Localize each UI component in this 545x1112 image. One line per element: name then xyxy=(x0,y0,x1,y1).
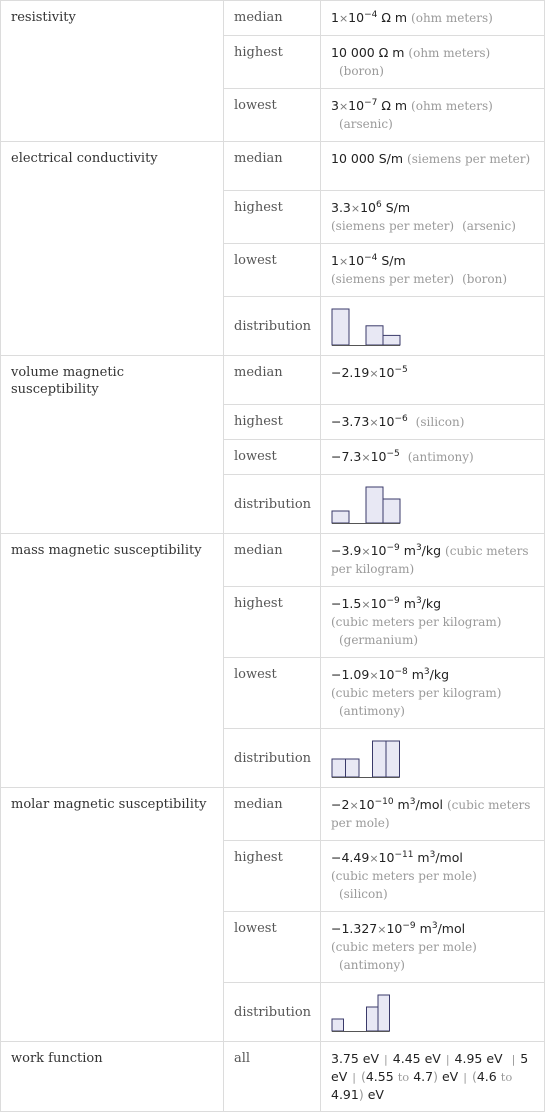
value-cell: $-1.5\times 10^{-9}$ $m^3/kg$ (cubic meters per kilogram) (germanium) xyxy=(321,587,545,658)
value-cell: 10 000 Ω m (ohm meters) (boron) xyxy=(321,36,545,89)
histogram-bar xyxy=(373,741,387,777)
histogram-bar xyxy=(332,511,349,523)
row-mass-magnetic-median xyxy=(1,534,545,587)
stat-label: distribution xyxy=(224,297,321,356)
row-work-function-all xyxy=(1,1042,545,1112)
row-conductivity-median xyxy=(1,142,545,191)
distribution-cell xyxy=(321,475,545,534)
distribution-cell xyxy=(321,297,545,356)
histogram-bar xyxy=(346,759,360,777)
value-cell: $-1.327\times 10^{-9}$ $m^3$/mol (cubic meters per mole) (antimony) xyxy=(321,912,545,983)
stat-label: median xyxy=(224,356,321,405)
stat-label: distribution xyxy=(224,983,321,1042)
histogram-bar xyxy=(367,1007,379,1031)
distribution-cell xyxy=(321,983,545,1042)
value-cell: 10 000 S/m (siemens per meter) xyxy=(321,142,545,191)
histogram-bar xyxy=(332,1019,344,1031)
stat-label: median xyxy=(224,534,321,587)
value-cell: $3.3\times 10^6$ S/m (siemens per meter) (arsenic) xyxy=(321,191,545,244)
histogram-bar xyxy=(332,309,349,345)
histogram-bar xyxy=(383,335,400,345)
stat-label: highest xyxy=(224,841,321,912)
value-cell: $-1.09\times 10^{-8}$ $m^3/kg$ (cubic meters per kilogram) (antimony) xyxy=(321,658,545,729)
histogram-bar xyxy=(366,487,383,523)
value-cell: 3.75 eV | 4.45 eV | 4.95 eV | 5 eV | (4.55 to 4.7) eV | (4.6 to 4.91) eV xyxy=(321,1042,545,1112)
stat-label: lowest xyxy=(224,912,321,983)
stat-label: lowest xyxy=(224,244,321,297)
row-resistivity-median xyxy=(1,1,545,36)
stat-label: distribution xyxy=(224,475,321,534)
distribution-histogram xyxy=(331,305,411,347)
histogram-bar xyxy=(378,995,390,1031)
stat-label: highest xyxy=(224,405,321,440)
stat-label: lowest xyxy=(224,658,321,729)
property-label: molar magnetic susceptibility xyxy=(1,788,224,1042)
distribution-histogram xyxy=(331,737,411,779)
value-cell: $-2\times 10^{-10}$ $m^3$/mol (cubic meters per mole) xyxy=(321,788,545,841)
histogram-bar xyxy=(383,499,400,523)
stat-label: all xyxy=(224,1042,321,1112)
property-label: mass magnetic susceptibility xyxy=(1,534,224,788)
property-label: volume magnetic susceptibility xyxy=(1,356,224,534)
stat-label: distribution xyxy=(224,729,321,788)
row-volume-magnetic-median xyxy=(1,356,545,405)
value-cell: $1\times 10^{-4}$ Ω m (ohm meters) xyxy=(321,1,545,36)
stat-label: highest xyxy=(224,587,321,658)
distribution-histogram xyxy=(331,991,411,1033)
value-cell: $-2.19\times 10^{-5}$ xyxy=(321,356,545,405)
stat-label: median xyxy=(224,1,321,36)
stat-label: lowest xyxy=(224,440,321,475)
property-label: electrical conductivity xyxy=(1,142,224,356)
value-cell: $-3.9\times 10^{-9}$ $m^3/kg$ (cubic meters per kilogram) xyxy=(321,534,545,587)
histogram-bar xyxy=(366,326,383,345)
property-label: resistivity xyxy=(1,1,224,142)
stat-label: lowest xyxy=(224,89,321,142)
histogram-bar xyxy=(332,759,346,777)
distribution-histogram xyxy=(331,483,411,525)
row-molar-magnetic-median xyxy=(1,788,545,841)
stat-label: median xyxy=(224,788,321,841)
stat-label: median xyxy=(224,142,321,191)
histogram-bar xyxy=(386,741,400,777)
stat-label: highest xyxy=(224,36,321,89)
distribution-cell xyxy=(321,729,545,788)
value-cell: $-7.3\times 10^{-5}$ (antimony) xyxy=(321,440,545,475)
value-cell: $1\times 10^{-4}$ S/m (siemens per meter) (boron) xyxy=(321,244,545,297)
stat-label: highest xyxy=(224,191,321,244)
value-cell: $-4.49\times 10^{-11}$ $m^3$/mol (cubic meters per mole) (silicon) xyxy=(321,841,545,912)
value-cell: $-3.73\times 10^{-6}$ (silicon) xyxy=(321,405,545,440)
property-label: work function xyxy=(1,1042,224,1112)
value-cell: $3\times 10^{-7}$ Ω m (ohm meters) (arsenic) xyxy=(321,89,545,142)
